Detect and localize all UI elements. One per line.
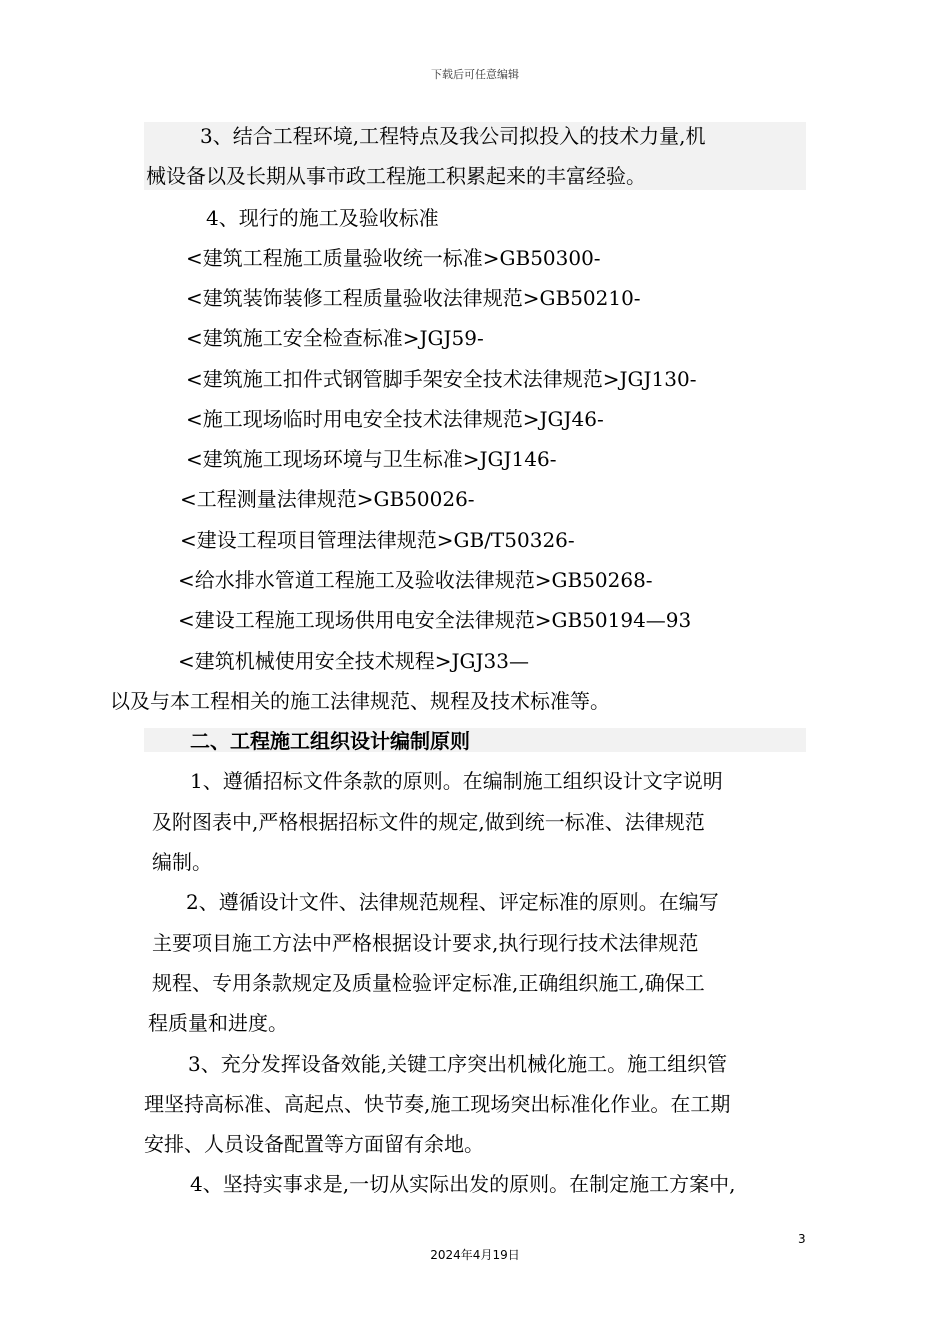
text-line: 程质量和进度。 <box>148 1011 288 1035</box>
text-line: 械设备以及长期从事市政工程施工积累起来的丰富经验。 <box>146 164 646 188</box>
text-line: 编制。 <box>152 850 212 874</box>
standard-item: <建筑施工现场环境与卫生标准>JGJ146- <box>186 447 557 471</box>
text-line: 主要项目施工方法中严格根据设计要求,执行现行技术法律规范 <box>152 931 699 955</box>
text-line: 理坚持高标准、高起点、快节奏,施工现场突出标准化作业。在工期 <box>144 1092 731 1116</box>
text-line: 1、遵循招标文件条款的原则。在编制施工组织设计文字说明 <box>190 769 723 793</box>
standard-item: <施工现场临时用电安全技术法律规范>JGJ46- <box>186 407 604 431</box>
text-line: 3、结合工程环境,工程特点及我公司拟投入的技术力量,机 <box>200 124 706 148</box>
page-header: 下载后可任意编辑 <box>431 68 519 81</box>
standard-item: <建筑工程施工质量验收统一标准>GB50300- <box>186 246 601 270</box>
standard-item: <建筑施工扣件式钢管脚手架安全技术法律规范>JGJ130- <box>186 367 697 391</box>
text-line: 3、充分发挥设备效能,关键工序突出机械化施工。施工组织管 <box>188 1052 728 1076</box>
standard-item: <建筑装饰装修工程质量验收法律规范>GB50210- <box>186 286 641 310</box>
section-heading: 二、工程施工组织设计编制原则 <box>190 729 470 753</box>
text-line: 及附图表中,严格根据招标文件的规定,做到统一标准、法律规范 <box>152 810 705 834</box>
standard-item: <建设工程施工现场供用电安全法律规范>GB50194—93 <box>178 608 692 632</box>
standard-item: <建设工程项目管理法律规范>GB/T50326- <box>180 528 575 552</box>
text-line: 规程、专用条款规定及质量检验评定标准,正确组织施工,确保工 <box>152 971 705 995</box>
text-line: 安排、人员设备配置等方面留有余地。 <box>144 1132 484 1156</box>
standard-item: <给水排水管道工程施工及验收法律规范>GB50268- <box>178 568 653 592</box>
standard-item: <工程测量法律规范>GB50026- <box>180 487 475 511</box>
text-line: 2、遵循设计文件、法律规范规程、评定标准的原则。在编写 <box>186 890 719 914</box>
footer-date: 2024年4月19日 <box>430 1248 520 1262</box>
standard-item: <建筑施工安全检查标准>JGJ59- <box>186 326 484 350</box>
standard-item: <建筑机械使用安全技术规程>JGJ33— <box>178 649 529 673</box>
text-line: 以及与本工程相关的施工法律规范、规程及技术标准等。 <box>110 689 610 713</box>
text-line: 4、坚持实事求是,一切从实际出发的原则。在制定施工方案中, <box>190 1172 736 1196</box>
page-number: 3 <box>798 1232 806 1246</box>
text-line: 4、现行的施工及验收标准 <box>206 206 439 230</box>
